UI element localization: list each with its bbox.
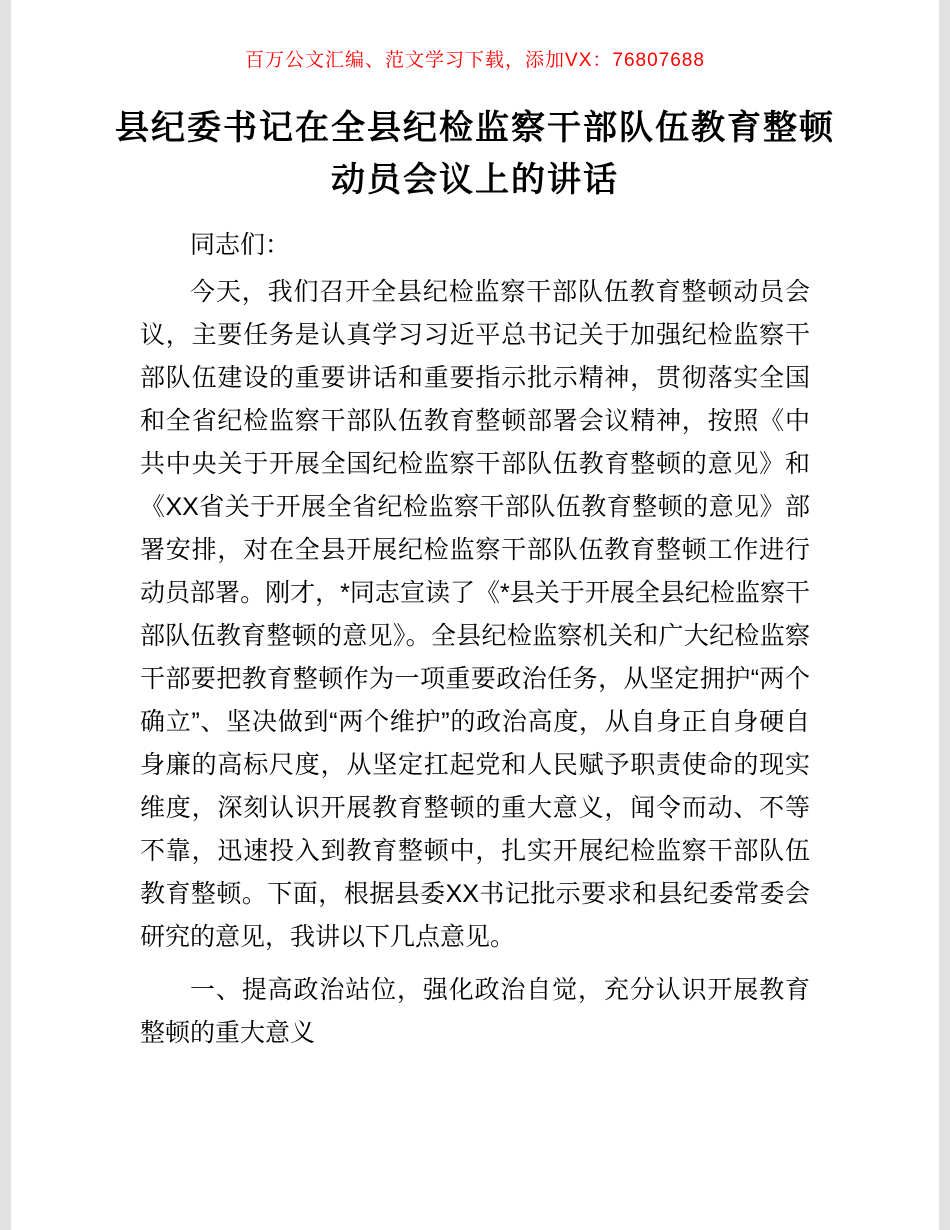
section-heading: 一、提高政治站位，强化政治自觉，充分认识开展教育整顿的重大意义 bbox=[140, 976, 810, 1047]
document-title-line1: 县纪委书记在全县纪检监察干部队伍教育整顿 bbox=[115, 109, 835, 147]
salutation: 同志们： bbox=[190, 231, 291, 259]
document-body bbox=[140, 224, 810, 1055]
document-title-line2: 动员会议上的讲话 bbox=[331, 161, 619, 199]
viewer-left-gutter bbox=[0, 0, 11, 1230]
viewer-right-gutter bbox=[939, 0, 950, 1230]
document-page bbox=[11, 0, 939, 1230]
body-paragraph: 今天，我们召开全县纪检监察干部队伍教育整顿动员会议，主要任务是认真学习习近平总书记关于加强纪检监察干部队伍建设的重要讲话和重要指示批示精神，贯彻落实全国和全省纪检监察干部队伍教育整顿部署会议精神，按照《中共中央关于开展全国纪检监察干部队伍教育整顿的意见》和《XX省关于开展全省纪检监察干部队伍教育整顿的意见》部署安排，对在全县开展纪检监察干部队伍教育整顿工作进行动员部署。刚才，*同志宣读了《*县关于开展全县纪检监察干部队伍教育整顿的意见》。全县纪检监察机关和广大纪检监察干部要把教育整顿作为一项重要政治任务，从坚定拥护“两个确立”、坚决做到“两个维护”的政治高度，从自身正自身硬自身廉的高标尺度，从坚定扛起党和人民赋予职责使命的现实维度，深刻认识开展教育整顿的重大意义，闻令而动、不等不靠，迅速投入到教育整顿中，扎实开展纪检监察干部队伍教育整顿。下面，根据县委XX书记批示要求和县纪委常委会研究的意见，我讲以下几点意见。 bbox=[140, 278, 810, 951]
promo-watermark: 百万公文汇编、范文学习下载，添加VX：76807688 bbox=[245, 50, 705, 71]
document-title bbox=[71, 102, 879, 206]
